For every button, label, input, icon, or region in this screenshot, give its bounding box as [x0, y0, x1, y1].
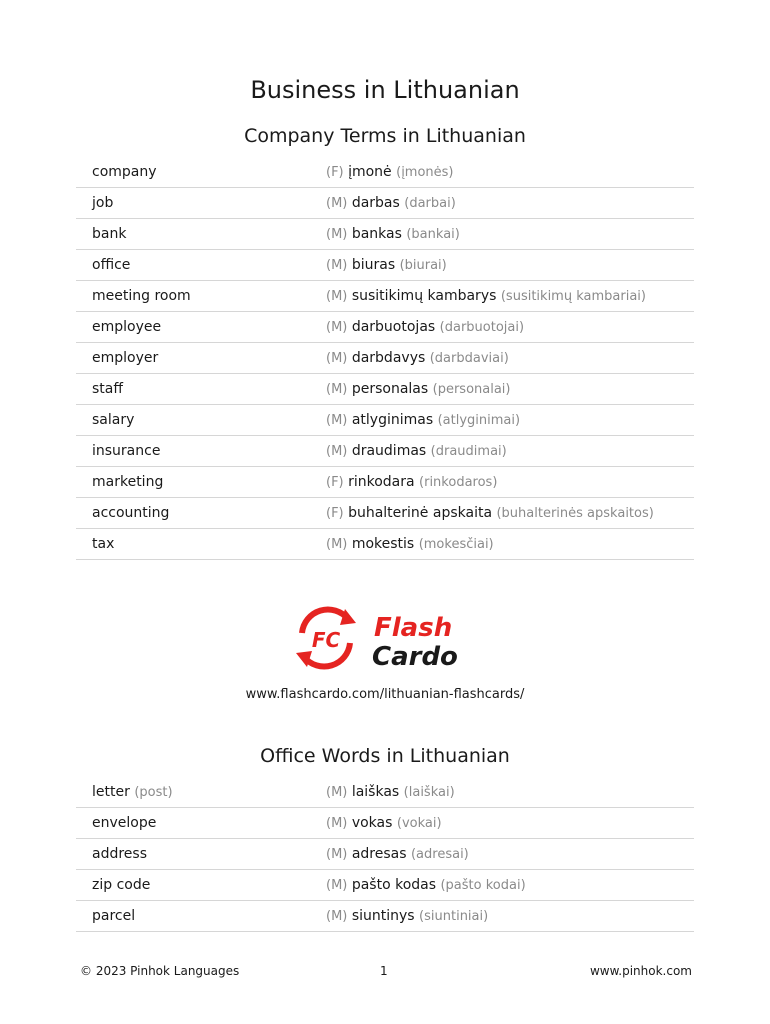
lithuanian-word: laiškas — [351, 784, 400, 800]
grammatical-gender: (F) — [326, 506, 344, 521]
vocab-row — [76, 374, 694, 405]
vocab-row — [76, 250, 694, 281]
vocab-row — [76, 219, 694, 250]
grammatical-gender: (M) — [326, 909, 348, 924]
lithuanian-plural: (adresai) — [410, 847, 469, 862]
english-note: (post) — [134, 785, 173, 800]
english-word: company — [92, 164, 157, 180]
grammatical-gender: (M) — [326, 847, 348, 862]
vocab-row — [76, 436, 694, 467]
lithuanian-word: bankas — [351, 226, 402, 242]
lithuanian-plural: (susitikimų kambariai) — [500, 289, 646, 304]
english-word: meeting room — [92, 288, 191, 304]
lithuanian-plural: (pašto kodai) — [440, 878, 526, 893]
lithuanian-term — [326, 777, 455, 808]
english-term — [92, 467, 163, 497]
vocab-row — [76, 312, 694, 343]
vocab-table-office-words — [76, 777, 694, 932]
lithuanian-word: buhalterinė apskaita — [348, 505, 493, 521]
english-term — [92, 777, 173, 808]
lithuanian-plural: (darbdaviai) — [429, 351, 509, 366]
grammatical-gender: (M) — [326, 289, 348, 304]
lithuanian-plural: (darbuotojai) — [439, 320, 525, 335]
lithuanian-word: įmonė — [348, 164, 392, 180]
section-heading-office-words: Office Words in Lithuanian — [260, 745, 510, 767]
vocab-table-company-terms — [76, 157, 694, 560]
english-term — [92, 436, 160, 466]
english-term — [92, 529, 114, 559]
english-term — [92, 219, 126, 249]
lithuanian-plural: (atlyginimai) — [437, 413, 521, 428]
vocab-row — [76, 281, 694, 312]
english-term — [92, 312, 161, 342]
lithuanian-word: rinkodara — [348, 474, 415, 490]
section-heading-company-terms: Company Terms in Lithuanian — [244, 125, 526, 147]
lithuanian-word: vokas — [351, 815, 393, 831]
english-word: bank — [92, 226, 127, 242]
english-term — [92, 870, 150, 900]
lithuanian-word: darbuotojas — [351, 319, 436, 335]
vocab-row — [76, 467, 694, 498]
lithuanian-term — [326, 529, 494, 560]
lithuanian-plural: (bankai) — [406, 227, 460, 242]
lithuanian-word: darbdavys — [351, 350, 426, 366]
lithuanian-plural: (vokai) — [396, 816, 442, 831]
english-term — [92, 808, 156, 838]
lithuanian-term — [326, 188, 456, 219]
english-word: office — [92, 257, 131, 273]
lithuanian-word: personalas — [351, 381, 429, 397]
lithuanian-term — [326, 498, 654, 529]
lithuanian-term — [326, 250, 447, 281]
english-word: parcel — [92, 908, 136, 924]
lithuanian-word: biuras — [351, 257, 396, 273]
english-term — [92, 343, 158, 373]
english-word: envelope — [92, 815, 157, 831]
grammatical-gender: (F) — [326, 475, 344, 490]
lithuanian-term — [326, 870, 526, 901]
lithuanian-plural: (siuntiniai) — [419, 909, 489, 924]
english-term — [92, 157, 157, 187]
vocab-row — [76, 777, 694, 808]
flashcardo-logo — [290, 603, 480, 673]
footer-copyright: © 2023 Pinhok Languages — [80, 964, 240, 978]
lithuanian-word: adresas — [351, 846, 407, 862]
page-footer — [80, 964, 692, 982]
grammatical-gender: (M) — [326, 196, 348, 211]
english-term — [92, 498, 169, 528]
vocab-row — [76, 529, 694, 560]
grammatical-gender: (M) — [326, 878, 348, 893]
lithuanian-word: mokestis — [351, 536, 415, 552]
lithuanian-plural: (įmonės) — [396, 165, 454, 180]
vocab-row — [76, 901, 694, 932]
lithuanian-plural: (biurai) — [399, 258, 447, 273]
english-term — [92, 188, 113, 218]
svg-text:Flash: Flash — [374, 613, 453, 643]
lithuanian-word: susitikimų kambarys — [351, 288, 497, 304]
lithuanian-plural: (darbai) — [404, 196, 456, 211]
vocab-row — [76, 405, 694, 436]
lithuanian-term — [326, 374, 511, 405]
english-word: staff — [92, 381, 124, 397]
lithuanian-term — [326, 808, 442, 839]
vocab-row — [76, 808, 694, 839]
lithuanian-plural: (mokesčiai) — [418, 537, 494, 552]
english-word: address — [92, 846, 148, 862]
vocab-row — [76, 188, 694, 219]
lithuanian-word: pašto kodas — [351, 877, 437, 893]
lithuanian-plural: (buhalterinės apskaitos) — [496, 506, 654, 521]
lithuanian-word: atlyginimas — [351, 412, 434, 428]
english-word: accounting — [92, 505, 170, 521]
lithuanian-term — [326, 405, 520, 436]
lithuanian-term — [326, 901, 488, 932]
english-term — [92, 374, 123, 404]
grammatical-gender: (M) — [326, 227, 348, 242]
english-word: tax — [92, 536, 115, 552]
english-word: salary — [92, 412, 135, 428]
english-word: employee — [92, 319, 162, 335]
grammatical-gender: (M) — [326, 785, 348, 800]
grammatical-gender: (M) — [326, 444, 348, 459]
english-word: zip code — [92, 877, 151, 893]
vocab-row — [76, 498, 694, 529]
footer-page-number: 1 — [380, 964, 388, 978]
grammatical-gender: (M) — [326, 413, 348, 428]
page-title: Business in Lithuanian — [250, 76, 520, 104]
lithuanian-word: draudimas — [351, 443, 427, 459]
footer-site[interactable]: www.pinhok.com — [589, 964, 692, 978]
vocab-row — [76, 157, 694, 188]
lithuanian-plural: (laiškai) — [403, 785, 455, 800]
grammatical-gender: (M) — [326, 258, 348, 273]
lithuanian-term — [326, 219, 460, 250]
flashcardo-url[interactable]: www.flashcardo.com/lithuanian-flashcards/ — [245, 687, 525, 702]
lithuanian-term — [326, 839, 469, 870]
vocab-row — [76, 343, 694, 374]
english-word: employer — [92, 350, 159, 366]
english-term — [92, 901, 135, 931]
english-term — [92, 839, 147, 869]
vocab-row — [76, 870, 694, 901]
english-word: marketing — [92, 474, 164, 490]
lithuanian-word: siuntinys — [351, 908, 415, 924]
grammatical-gender: (M) — [326, 351, 348, 366]
svg-text:FC: FC — [311, 628, 341, 652]
english-term — [92, 405, 134, 435]
vocab-row — [76, 839, 694, 870]
grammatical-gender: (F) — [326, 165, 344, 180]
lithuanian-term — [326, 343, 509, 374]
english-term — [92, 281, 191, 311]
svg-text:Cardo: Cardo — [372, 642, 458, 672]
english-term — [92, 250, 130, 280]
grammatical-gender: (M) — [326, 537, 348, 552]
lithuanian-term — [326, 312, 524, 343]
lithuanian-term — [326, 467, 497, 498]
lithuanian-term — [326, 281, 646, 312]
english-word: letter — [92, 784, 130, 800]
english-word: insurance — [92, 443, 161, 459]
grammatical-gender: (M) — [326, 382, 348, 397]
lithuanian-plural: (personalai) — [432, 382, 511, 397]
lithuanian-plural: (draudimai) — [430, 444, 507, 459]
grammatical-gender: (M) — [326, 320, 348, 335]
lithuanian-term — [326, 436, 507, 467]
lithuanian-word: darbas — [351, 195, 400, 211]
english-word: job — [92, 195, 114, 211]
grammatical-gender: (M) — [326, 816, 348, 831]
lithuanian-plural: (rinkodaros) — [419, 475, 498, 490]
lithuanian-term — [326, 157, 454, 188]
